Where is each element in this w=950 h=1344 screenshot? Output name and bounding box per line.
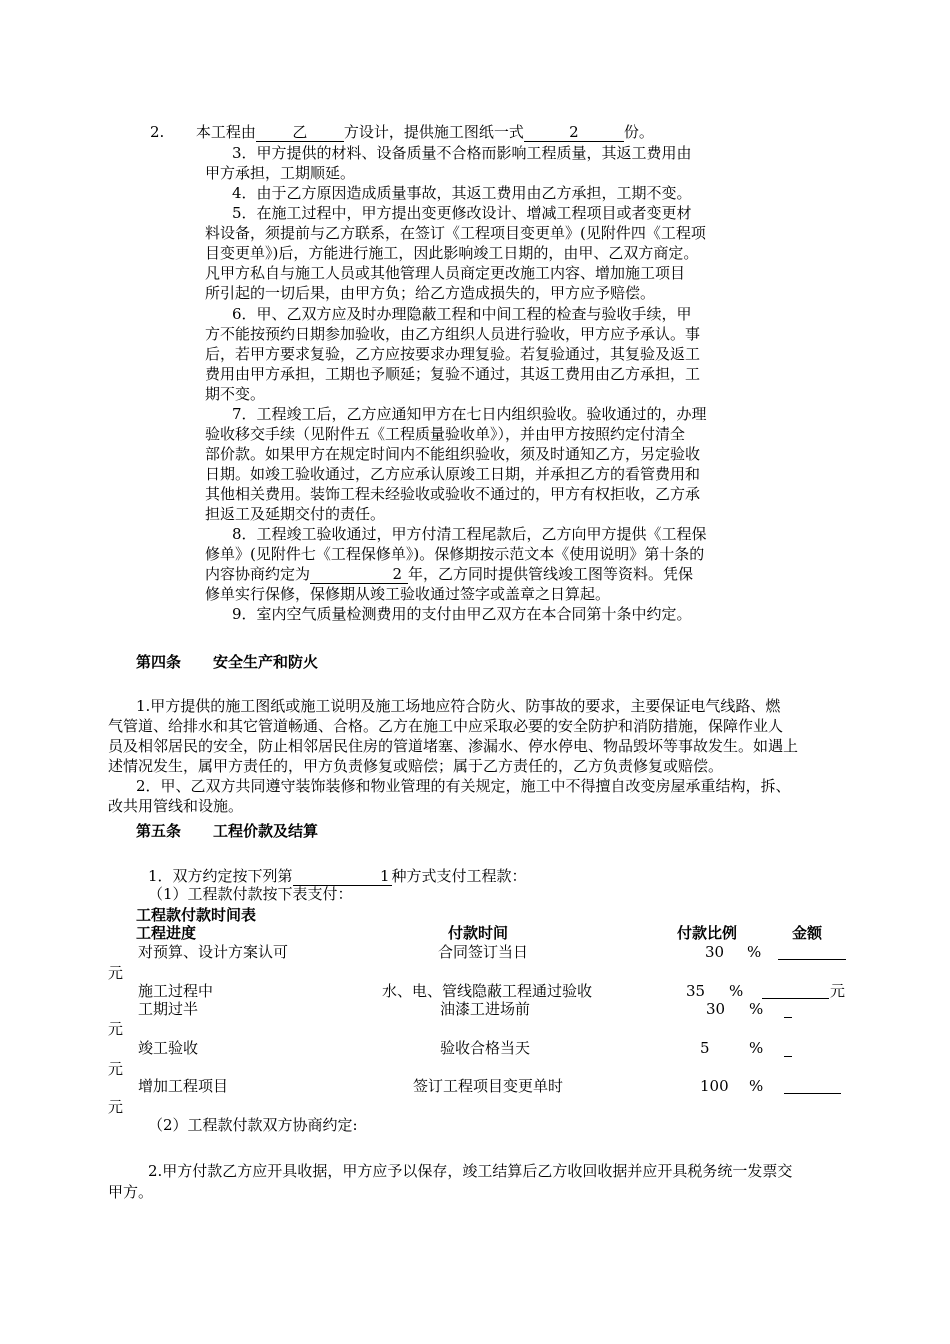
row-2-pct: % — [729, 982, 744, 1000]
row-4-time: 验收合格当天 — [440, 1039, 531, 1057]
row-5-stage: 增加工程项目 — [138, 1077, 229, 1095]
row-1-pct: % — [747, 943, 762, 961]
row-5-ratio: 100 — [700, 1077, 729, 1095]
section-5-p2-line-1: 2.甲方付款乙方应开具收据，甲方应予以保存，竣工结算后乙方收回收据并应开具税务统一发票交 — [148, 1162, 793, 1180]
item-6-line-3: 后，若甲方要求复验，乙方应按要求办理复验。若复验通过，其复验及返工 — [205, 345, 701, 363]
warranty-years-blank: 2 — [310, 566, 408, 584]
section-5-p1: 1．双方约定按下列第 1 种方式支付工程款： — [148, 867, 527, 885]
row-4-unit: 元 — [108, 1060, 124, 1078]
item-7-line-5: 其他相关费用。装饰工程未经验收或验收不通过的，甲方有权拒收，乙方承 — [205, 485, 701, 503]
section-4-p1-line-2: 气管道、给排水和其它管道畅通、合格。乙方在施工中应采取必要的安全防护和消防措施，保障作业人 — [108, 717, 784, 735]
item-6-line-5: 期不变。 — [205, 385, 266, 403]
row-5-amount-blank — [784, 1077, 841, 1094]
section-4-p2-line-1: 2．甲、乙双方共同遵守装饰装修和物业管理的有关规定，施工中不得擅自改变房屋承重结构，拆、 — [136, 777, 791, 795]
row-1-time: 合同签订当日 — [438, 943, 529, 961]
header-time: 付款时间 — [448, 924, 509, 942]
item-6-line-4: 费用由甲方承担，工期也予顺延；复验不通过，其返工费用由乙方承担，工 — [205, 365, 701, 383]
row-3-unit: 元 — [108, 1020, 124, 1038]
section-5-title: 第五条 工程价款及结算 — [136, 822, 319, 840]
item-8-line-1: 8．工程竣工验收通过，甲方付清工程尾款后，乙方向甲方提供《工程保 — [232, 525, 707, 543]
row-5-time: 签订工程项目变更单时 — [413, 1077, 564, 1095]
item-6-line-2: 方不能按预约日期参加验收，由乙方组织人员进行验收，甲方应予承认。事 — [205, 325, 701, 343]
item-5-line-3: 目变更单》)后，方能进行施工，因此影响竣工日期的，由甲、乙双方商定。 — [205, 244, 699, 262]
row-1-ratio: 30 — [705, 943, 725, 961]
designer-blank: 乙 — [256, 124, 344, 142]
item-3-line-2: 甲方承担，工期顺延。 — [205, 164, 356, 182]
header-amount: 金额 — [792, 924, 823, 942]
item-6-line-1: 6．甲、乙双方应及时办理隐蔽工程和中间工程的检查与验收手续，甲 — [232, 305, 692, 323]
section-4-p1-line-3: 员及相邻居民的安全，防止相邻居民住房的管道堵塞、渗漏水、停水停电、物品毁坏等事故发生。如遇上 — [108, 737, 799, 755]
item-7-line-1: 7．工程竣工后，乙方应通知甲方在七日内组织验收。验收通过的，办理 — [232, 405, 707, 423]
row-3-time: 油漆工进场前 — [440, 1000, 531, 1018]
item-7-line-4: 日期。如竣工验收通过，乙方应承认原竣工日期，并承担乙方的看管费用和 — [205, 465, 701, 483]
item-7-line-6: 担返工及延期交付的责任。 — [205, 505, 386, 523]
row-2-amount-blank — [762, 982, 829, 999]
row-3-ratio: 30 — [706, 1000, 726, 1018]
item-5-line-1: 5．在施工过程中，甲方提出变更修改设计、增减工程项目或者变更材 — [232, 204, 692, 222]
header-stage: 工程进度 — [136, 924, 197, 942]
row-4-ratio: 5 — [700, 1039, 710, 1057]
section-4-p1-line-4: 述情况发生，属甲方责任的，甲方负责修复或赔偿；属于乙方责任的，乙方负责修复或赔偿。 — [108, 757, 724, 775]
payment-method-blank: 1 — [293, 868, 392, 886]
row-5-unit: 元 — [108, 1098, 124, 1116]
row-2-unit: 元 — [830, 982, 846, 1000]
item-8-line-4: 修单实行保修，保修期从竣工验收通过签字或盖章之日算起。 — [205, 585, 611, 603]
item-8-line-3: 内容协商约定为 2 年，乙方同时提供管线竣工图等资料。凭保 — [205, 565, 694, 583]
row-2-stage: 施工过程中 — [138, 982, 214, 1000]
item-4: 4．由于乙方原因造成质量事故，其返工费用由乙方承担，工期不变。 — [232, 184, 692, 202]
row-5-pct: % — [749, 1077, 764, 1095]
section-5-sub-1: （1）工程款付款按下表支付： — [148, 885, 353, 903]
row-1-amount-blank — [778, 943, 846, 960]
row-2-ratio: 35 — [686, 982, 706, 1000]
item-5-line-5: 所引起的一切后果，由甲方负；给乙方造成损失的，甲方应予赔偿。 — [205, 284, 656, 302]
section-4-title: 第四条 安全生产和防火 — [136, 653, 319, 671]
row-4-stage: 竣工验收 — [138, 1039, 199, 1057]
row-3-stage: 工期过半 — [138, 1000, 199, 1018]
table-title: 工程款付款时间表 — [136, 906, 257, 924]
row-4-pct: % — [749, 1039, 764, 1057]
item-2: 2. 本工程由 乙 方设计，提供施工图纸一式 2 份。 — [150, 123, 654, 141]
row-2-time: 水、电、管线隐蔽工程通过验收 — [382, 982, 593, 1000]
section-5-sub-2: （2）工程款付款双方协商约定: — [148, 1116, 358, 1134]
item-5-line-2: 料设备，须提前与乙方联系，在签订《工程项目变更单》(见附件四《工程项 — [205, 224, 706, 242]
item-3-line-1: 3．甲方提供的材料、设备质量不合格而影响工程质量，其返工费用由 — [232, 144, 692, 162]
section-5-p2-line-2: 甲方。 — [108, 1183, 154, 1201]
row-1-stage: 对预算、设计方案认可 — [138, 943, 289, 961]
section-4-p2-line-2: 改共用管线和设施。 — [108, 797, 244, 815]
row-1-unit: 元 — [108, 964, 124, 982]
header-ratio: 付款比例 — [677, 924, 738, 942]
item-8-line-2: 修单》(见附件七《工程保修单》)。保修期按示范文本《使用说明》第十条的 — [205, 545, 705, 563]
item-9: 9．室内空气质量检测费用的支付由甲乙双方在本合同第十条中约定。 — [232, 605, 692, 623]
copies-blank: 2 — [524, 124, 624, 142]
section-4-p1-line-1: 1.甲方提供的施工图纸或施工说明及施工场地应符合防火、防事故的要求，主要保证电气线路、燃 — [136, 697, 781, 715]
item-5-line-4: 凡甲方私自与施工人员或其他管理人员商定更改施工内容、增加施工项目 — [205, 264, 686, 282]
row-4-amount-blank — [784, 1040, 792, 1057]
row-3-pct: % — [749, 1000, 764, 1018]
item-7-line-2: 验收移交手续（见附件五《工程质量验收单》），并由甲方按照约定付清全 — [205, 425, 686, 443]
item-7-line-3: 部价款。如果甲方在规定时间内不能组织验收，须及时通知乙方，另定验收 — [205, 445, 701, 463]
row-3-amount-blank — [784, 1001, 792, 1018]
